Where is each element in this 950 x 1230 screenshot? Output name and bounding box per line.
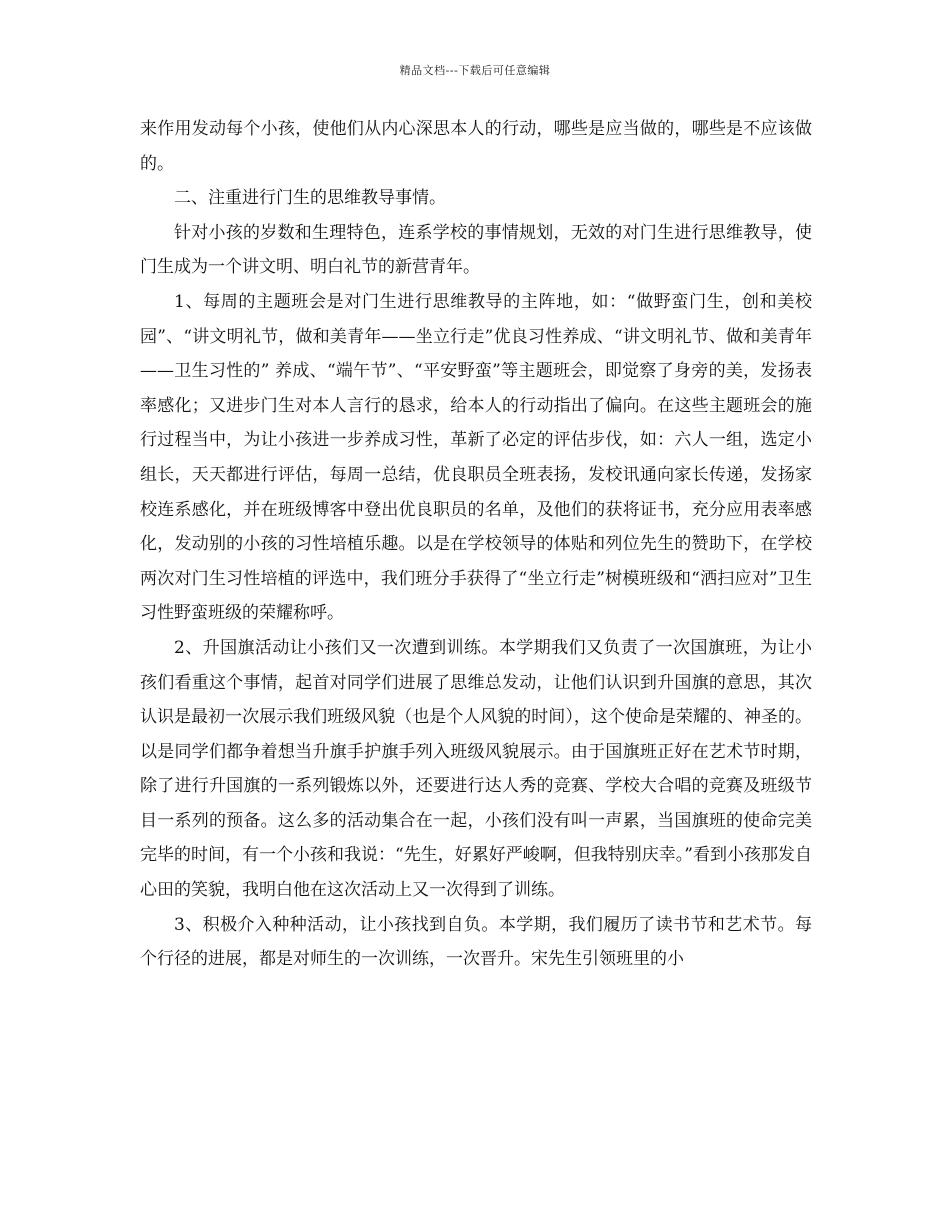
paragraph-continuation: 来作用发动每个小孩，使他们从内心深思本人的行动，哪些是应当做的，哪些是不应该做的。 (140, 119, 812, 174)
paragraph-item-3: 3、积极介入种种活动，让小孩找到自负。本学期，我们履历了读书节和艺术节。每个行径的进展，都是对师生的一次训练，一次晋升。宋先生引领班里的小 (140, 914, 812, 970)
paragraph-item-2: 2、升国旗活动让小孩们又一次遭到训练。本学期我们又负责了一次国旗班，为让小孩们看重这个事情，起首对同学们进展了思维总发动，让他们认识到升国旗的意思，其次认识是最初一次展示我们班级风貌（也是个人风貌的时间），这个使命是荣耀的、神圣的。以是同学们都争着想当升旗手护旗手列入班级风貌展示。由于国旗班正好在艺术节时期，除了进行升国旗的一系列锻炼以外，还要进行达人秀的竞赛、学校大合唱的竞赛及班级节目一系列的预备。这么多的活动集合在一起，小孩们没有叫一声累，当国旗班的使命完美完毕的时间，有一个小孩和我说：“先生，好累好严峻啊，但我特别庆幸。”看到小孩那发自心田的笑貌，我明白他在这次活动上又一次得到了训练。 (140, 637, 812, 901)
paragraph-intro: 针对小孩的岁数和生理特色，连系学校的事情规划，无效的对门生进行思维教导，使门生成为一个讲文明、明白礼节的新营青年。 (140, 222, 812, 278)
section-heading: 二、注重进行门生的思维教导事情。 (174, 188, 446, 209)
document-body (140, 112, 812, 977)
page-header: 精品文档---下载后可任意编辑 (399, 64, 551, 77)
paragraph-item-1: 1、每周的主题班会是对门生进行思维教导的主阵地，如：“做野蛮门生，创和美校园”、“讲文明礼节，做和美青年——坐立行走”优良习性养成、“讲文明礼节、做和美青年——卫生习性的” 养成、“端午节”、“平安野蛮”等主题班会，即觉察了身旁的美，发扬表率感化；又进步门生对本人言行的恳求，给本人的行动指出了偏向。在这些主题班会的施行过程当中，为让小孩进一步养成习性，革新了必定的评估步伐，如：六人一组，选定小组长，天天都进行评估，每周一总结，优良职员全班表扬，发校讯通向家长传递，发扬家校连系感化，并在班级博客中登出优良职员的名单，及他们的获将证书，充分应用表率感化，发动别的小孩的习性培植乐趣。以是在学校领导的体贴和列位先生的赞助下，在学校两次对门生习性培植的评选中，我们班分手获得了“坐立行走”树模班级和“洒扫应对”卫生习性野蛮班级的荣耀称呼。 (140, 291, 812, 624)
